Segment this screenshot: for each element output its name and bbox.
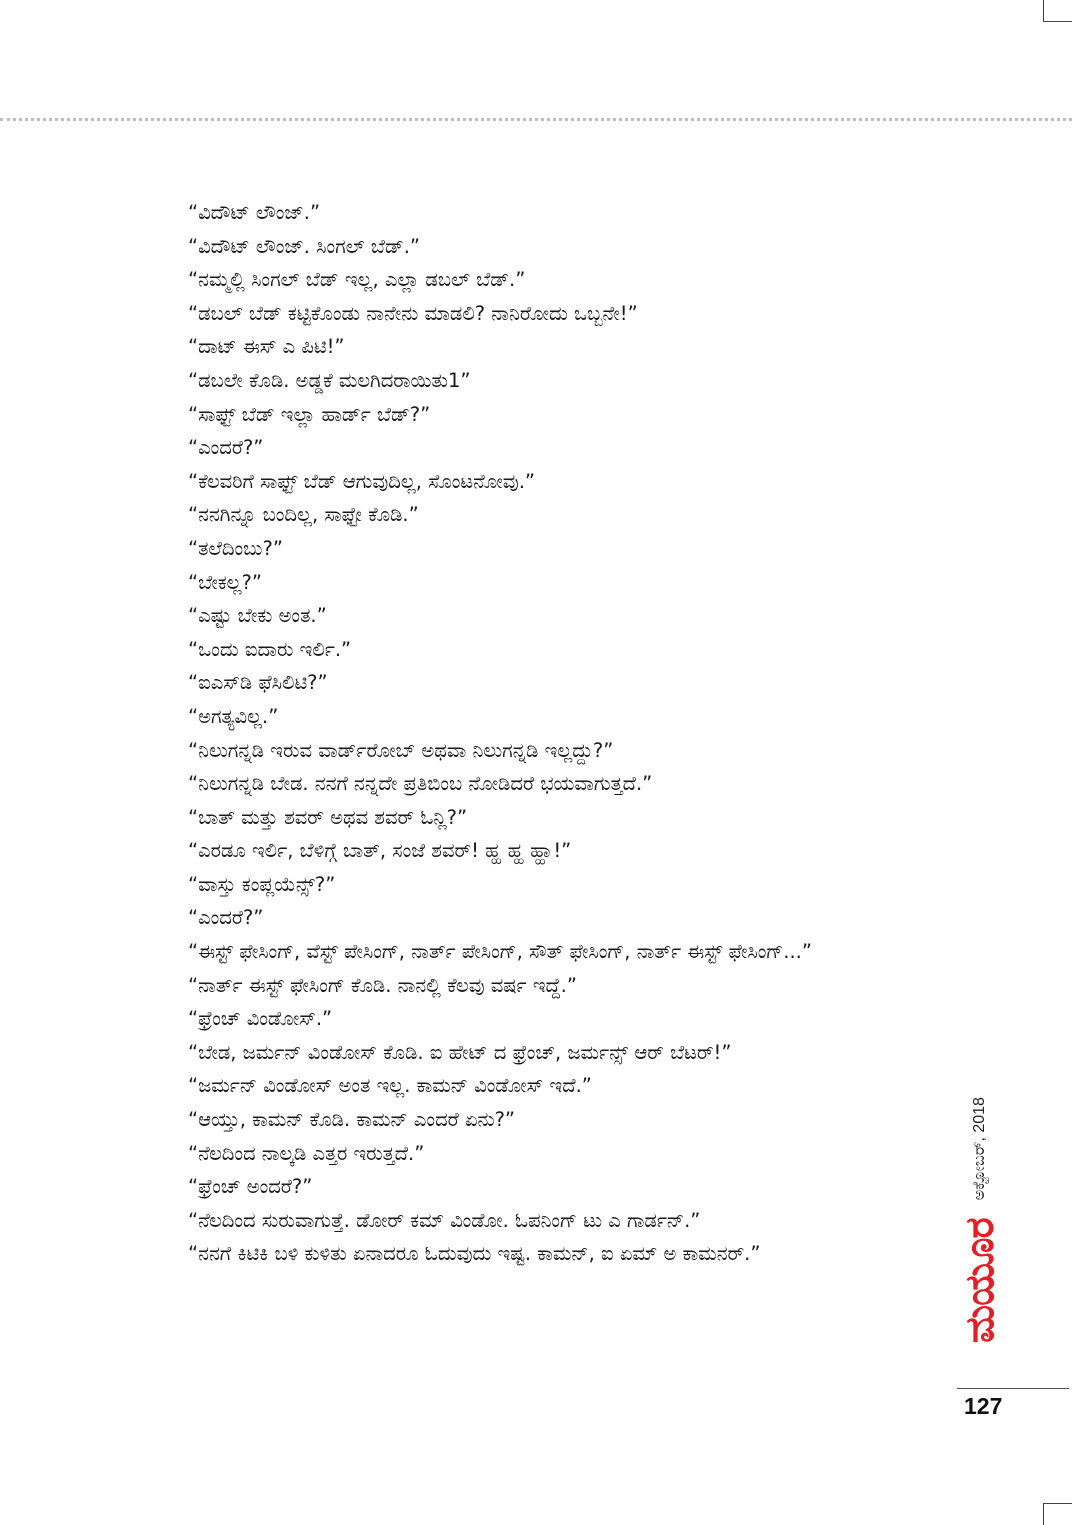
dotted-divider bbox=[0, 118, 1072, 121]
dialogue-line: “ನಿಲುಗನ್ನಡಿ ಇರುವ ವಾರ್ಡ್‌ರೋಬ್ ಅಥವಾ ನಿಲುಗನ್ನಡಿ ಇಲ್ಲದ್ದು?” bbox=[188, 738, 614, 762]
dialogue-line: “ಫ್ರೆಂಚ್ ವಿಂಡೋಸ್.” bbox=[188, 1007, 333, 1031]
crop-mark-bottom bbox=[1043, 1503, 1072, 1525]
issue-date: ಅಕ್ಟೋಬರ್, 2018 bbox=[971, 1097, 988, 1201]
dialogue-line: “ಅಗತ್ಯವಿಲ್ಲ.” bbox=[188, 704, 279, 728]
magazine-side-tag bbox=[950, 1072, 1010, 1368]
dialogue-line: “ನಿಲುಗನ್ನಡಿ ಬೇಡ. ನನಗೆ ನನ್ನದೇ ಪ್ರತಿಬಿಂಬ ನೋಡಿದರೆ ಭಯವಾಗುತ್ತದೆ.” bbox=[188, 772, 653, 796]
dialogue-line: “ದಾಟ್ ಈಸ್ ಎ ಪಿಟಿ!” bbox=[188, 335, 345, 359]
dialogue-line: “ನೆಲದಿಂದ ಸುರುವಾಗುತ್ತೆ. ಡೋರ್ ಕಮ್ ವಿಂಡೋ. ಓಪನಿಂಗ್ ಟು ಎ ಗಾರ್ಡನ್.” bbox=[188, 1208, 701, 1232]
dialogue-line: “ಜರ್ಮನ್ ವಿಂಡೋಸ್ ಅಂತ ಇಲ್ಲ. ಕಾಮನ್ ವಿಂಡೋಸ್ ಇದೆ.” bbox=[188, 1074, 592, 1098]
dialogue-line: “ಆಯ್ತು, ಕಾಮನ್ ಕೊಡಿ. ಕಾಮನ್ ಎಂದರೆ ಏನು?” bbox=[188, 1108, 516, 1132]
dialogue-line: “ಡಬಲ್ ಬೆಡ್ ಕಟ್ಟಿಕೊಂಡು ನಾನೇನು ಮಾಡಲಿ? ನಾನಿರೋದು ಒಬ್ಬನೇ!” bbox=[188, 301, 638, 325]
dialogue-line: “ನನಗೆ ಕಿಟಿಕಿ ಬಳಿ ಕುಳಿತು ಏನಾದರೂ ಓದುವುದು ಇಷ್ಟ. ಕಾಮನ್, ಐ ಏಮ್ ಅ ಕಾಮನರ್.” bbox=[188, 1242, 761, 1266]
dialogue-line: “ಕೆಲವರಿಗೆ ಸಾಫ್ಟ್ ಬೆಡ್ ಆಗುವುದಿಲ್ಲ, ಸೊಂಟನೋವು.” bbox=[188, 469, 535, 493]
dialogue-line: “ಸಾಫ್ಟ್ ಬೆಡ್ ಇಲ್ಲಾ ಹಾರ್ಡ್ ಬೆಡ್?” bbox=[188, 402, 431, 426]
magazine-masthead: ಮಯೂರ bbox=[957, 1218, 1003, 1343]
crop-mark-top bbox=[1043, 0, 1072, 22]
page-number-rule bbox=[957, 1388, 1069, 1389]
dialogue-line: “ವಿದೌಟ್ ಲೌಂಜ್. ಸಿಂಗಲ್ ಬೆಡ್.” bbox=[188, 234, 421, 258]
dialogue-line: “ವಾಸ್ತು ಕಂಪ್ಲಯೆನ್ಸ್?” bbox=[188, 872, 336, 896]
dialogue-line: “ಎಂದರೆ?” bbox=[188, 436, 264, 460]
dialogue-line: “ಫ್ರೆಂಚ್ ಅಂದರೆ?” bbox=[188, 1175, 313, 1199]
dialogue-line: “ಬಾತ್ ಮತ್ತು ಶವರ್ ಅಥವ ಶವರ್ ಓನ್ಲಿ?” bbox=[188, 805, 468, 829]
dialogue-line: “ಡಬಲೇ ಕೊಡಿ. ಅಡ್ಡಕೆ ಮಲಗಿದರಾಯಿತು1” bbox=[188, 368, 471, 392]
dialogue-line: “ಬೇಡ, ಜರ್ಮನ್ ವಿಂಡೋಸ್ ಕೊಡಿ. ಐ ಹೇಟ್ ದ ಫ್ರೆಂಚ್, ಜರ್ಮನ್ಸ್ ಆರ್ ಬೆಟರ್!” bbox=[188, 1040, 732, 1064]
dialogue-line: “ನೆಲದಿಂದ ನಾಲ್ಕಡಿ ಎತ್ತರ ಇರುತ್ತದೆ.” bbox=[188, 1141, 425, 1165]
dialogue-line: “ಎರಡೂ ಇರ್ಲಿ, ಬೆಳಿಗ್ಗೆ ಬಾತ್, ಸಂಜೆ ಶವರ್! ಹ್ಹ ಹ್ಹ ಹ್ಹಾ!” bbox=[188, 839, 572, 863]
dialogue-line: “ಈಸ್ಟ್ ಫೇಸಿಂಗ್, ವೆಸ್ಟ್ ಪೇಸಿಂಗ್, ನಾರ್ತ್ ಪೇಸಿಂಗ್, ಸೌತ್ ಫೇಸಿಂಗ್, ನಾರ್ತ್ ಈಸ್ಟ್ ಫೇಸಿಂಗ್...” bbox=[188, 940, 812, 964]
dialogue-line: “ಎಷ್ಟು ಬೇಕು ಅಂತ.” bbox=[188, 604, 327, 628]
dialogue-line: “ನಾರ್ತ್ ಈಸ್ಟ್ ಫೇಸಿಂಗ್ ಕೊಡಿ. ನಾನಲ್ಲಿ ಕೆಲವು ವರ್ಷ ಇದ್ದೆ.” bbox=[188, 973, 577, 997]
dialogue-line: “ತಲೆದಿಂಬು?” bbox=[188, 536, 283, 560]
dialogue-line: “ಎಂದರೆ?” bbox=[188, 906, 264, 930]
dialogue-line: “ನಮ್ಮಲ್ಲಿ ಸಿಂಗಲ್ ಬೆಡ್ ಇಲ್ಲ, ಎಲ್ಲಾ ಡಬಲ್ ಬೆಡ್.” bbox=[188, 268, 526, 292]
page-number: 127 bbox=[964, 1393, 1003, 1419]
dialogue-text bbox=[163, 196, 893, 1271]
dialogue-line: “ನನಗಿನ್ನೂ ಬಂದಿಲ್ಲ, ಸಾಫ್ಟೇ ಕೊಡಿ.” bbox=[188, 503, 419, 527]
dialogue-line: “ಬೇಕಲ್ಲ?” bbox=[188, 570, 263, 594]
dialogue-line: “ಒಂದು ಐದಾರು ಇರ್ಲಿ.” bbox=[188, 637, 352, 661]
dialogue-line: “ವಿದೌಟ್ ಲೌಂಜ್.” bbox=[188, 201, 321, 224]
dialogue-line: “ಐಎಸ್‌ಡಿ ಫೆಸಿಲಿಟಿ?” bbox=[188, 671, 328, 695]
